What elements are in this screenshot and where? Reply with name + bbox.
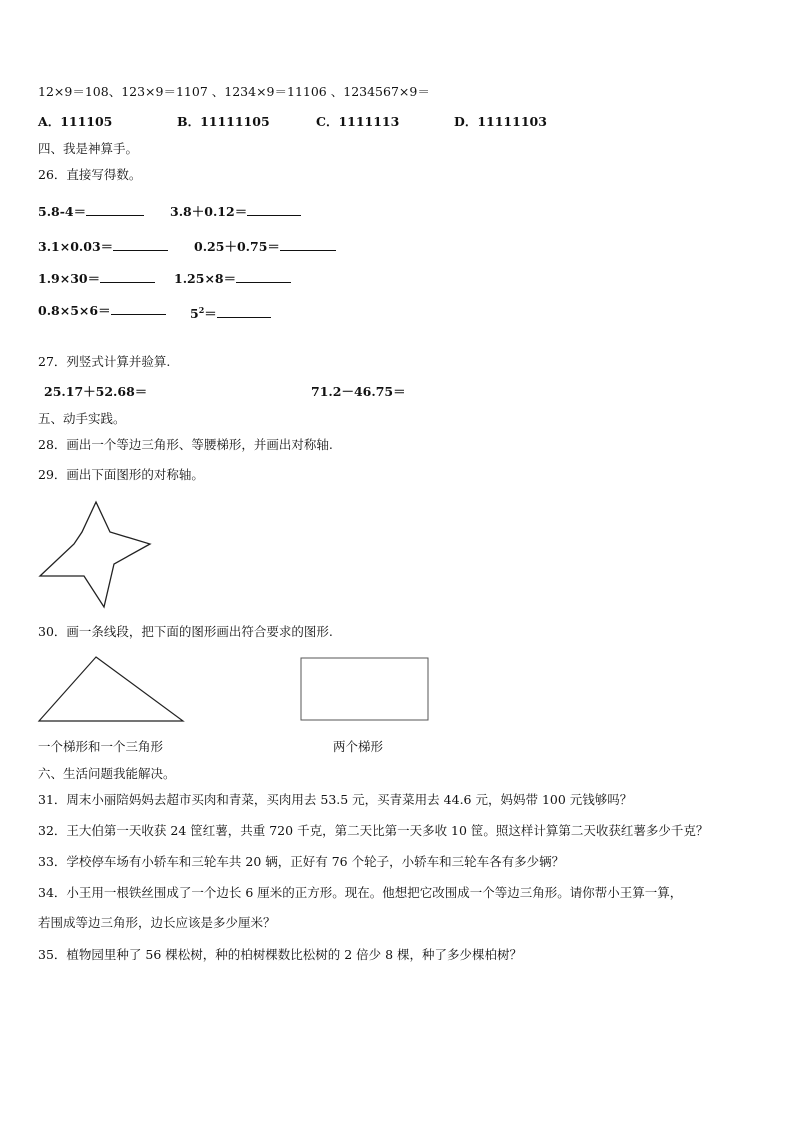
q31-text: 31．周末小丽陪妈妈去超市买肉和青菜，买肉用去 53.5 元，买青菜用去 44.6 元，妈妈带 100 元钱够吗？ bbox=[38, 792, 633, 807]
section-6-title: 六、生活问题我能解决。 bbox=[38, 766, 176, 781]
q34-text-line-2: 若围成等边三角形，边长应该是多少厘米？ bbox=[38, 915, 276, 930]
q26-item-text: 1.9×30＝ bbox=[38, 271, 101, 286]
q26-item-text: 3.1×0.03＝ bbox=[38, 239, 114, 254]
answer-blank[interactable] bbox=[236, 270, 291, 283]
q26-item bbox=[38, 203, 144, 220]
q33-text: 33．学校停车场有小轿车和三轮车共 20 辆，正好有 76 个轮子，小轿车和三轮车各有多少辆？ bbox=[38, 854, 565, 869]
answer-blank[interactable] bbox=[113, 238, 168, 251]
q25-option-d[interactable]: D．11111103 bbox=[454, 114, 547, 129]
q26-item-text: 5.8-4＝ bbox=[38, 204, 87, 219]
answer-blank[interactable] bbox=[86, 203, 144, 216]
triangle-outline bbox=[39, 657, 183, 721]
q26-item bbox=[170, 203, 301, 220]
q27-item-2: 71.2－46.75＝ bbox=[311, 384, 406, 399]
q26-item bbox=[190, 302, 271, 322]
q30-caption-2: 两个梯形 bbox=[333, 739, 384, 754]
q26-item bbox=[38, 270, 155, 287]
q26-item bbox=[38, 302, 166, 319]
q26-item-text: 0.8×5×6＝ bbox=[38, 303, 111, 318]
section-4-title: 四、我是神算手。 bbox=[38, 141, 139, 156]
star-outline bbox=[40, 502, 150, 607]
q29-text: 29．画出下面图形的对称轴。 bbox=[38, 467, 204, 482]
q30-caption-1: 一个梯形和一个三角形 bbox=[38, 739, 164, 754]
exponent: 2 bbox=[198, 305, 205, 315]
q27-item-1: 25.17＋52.68＝ bbox=[44, 384, 148, 399]
q25-option-c[interactable]: C．1111113 bbox=[316, 114, 400, 129]
q30-text: 30．画一条线段，把下面的图形画出符合要求的图形. bbox=[38, 624, 333, 639]
answer-blank[interactable] bbox=[280, 238, 336, 251]
q26-item-text: 1.25×8＝ bbox=[174, 271, 237, 286]
section-5-title: 五、动手实践。 bbox=[38, 411, 126, 426]
q26-item-text: 0.25＋0.75＝ bbox=[194, 239, 280, 254]
q26-item bbox=[174, 270, 291, 287]
answer-blank[interactable] bbox=[247, 203, 301, 216]
rectangle-outline bbox=[301, 658, 428, 720]
q34-text-line-1: 34．小王用一根铁丝围成了一个边长 6 厘米的正方形。现在。他想把它改围成一个等边三角形。请你帮小王算一算， bbox=[38, 885, 683, 900]
rectangle-figure bbox=[300, 657, 430, 721]
q32-text: 32．王大伯第一天收获 24 筐红薯，共重 720 千克，第二天比第一天多收 10 筐。照这样计算第二天收获红薯多少千克？ bbox=[38, 823, 709, 838]
q26-item bbox=[194, 238, 336, 255]
q26-item-text: 5 bbox=[190, 306, 199, 322]
triangle-figure bbox=[38, 656, 184, 722]
q28-text: 28．画出一个等边三角形、等腰梯形，并画出对称轴. bbox=[38, 437, 333, 452]
q35-text: 35．植物园里种了 56 棵松树，种的柏树棵数比松树的 2 倍少 8 棵，种了多少棵柏树？ bbox=[38, 947, 523, 962]
q26-item-text: 3.8＋0.12＝ bbox=[170, 204, 248, 219]
q25-stem: 12×9＝108、123×9＝1107 、1234×9＝11106 、1234567×9＝ bbox=[38, 84, 430, 99]
q27-title: 27．列竖式计算并验算. bbox=[38, 354, 171, 369]
q26-item bbox=[38, 238, 168, 255]
answer-blank[interactable] bbox=[111, 302, 166, 315]
q26-title: 26．直接写得数。 bbox=[38, 167, 142, 182]
q25-option-a[interactable]: A．111105 bbox=[38, 114, 113, 129]
answer-blank[interactable] bbox=[100, 270, 155, 283]
equals-sign: ＝ bbox=[204, 306, 217, 322]
q25-option-b[interactable]: B．11111105 bbox=[177, 114, 270, 129]
six-pointed-star-figure bbox=[38, 500, 154, 610]
answer-blank[interactable] bbox=[217, 305, 271, 318]
